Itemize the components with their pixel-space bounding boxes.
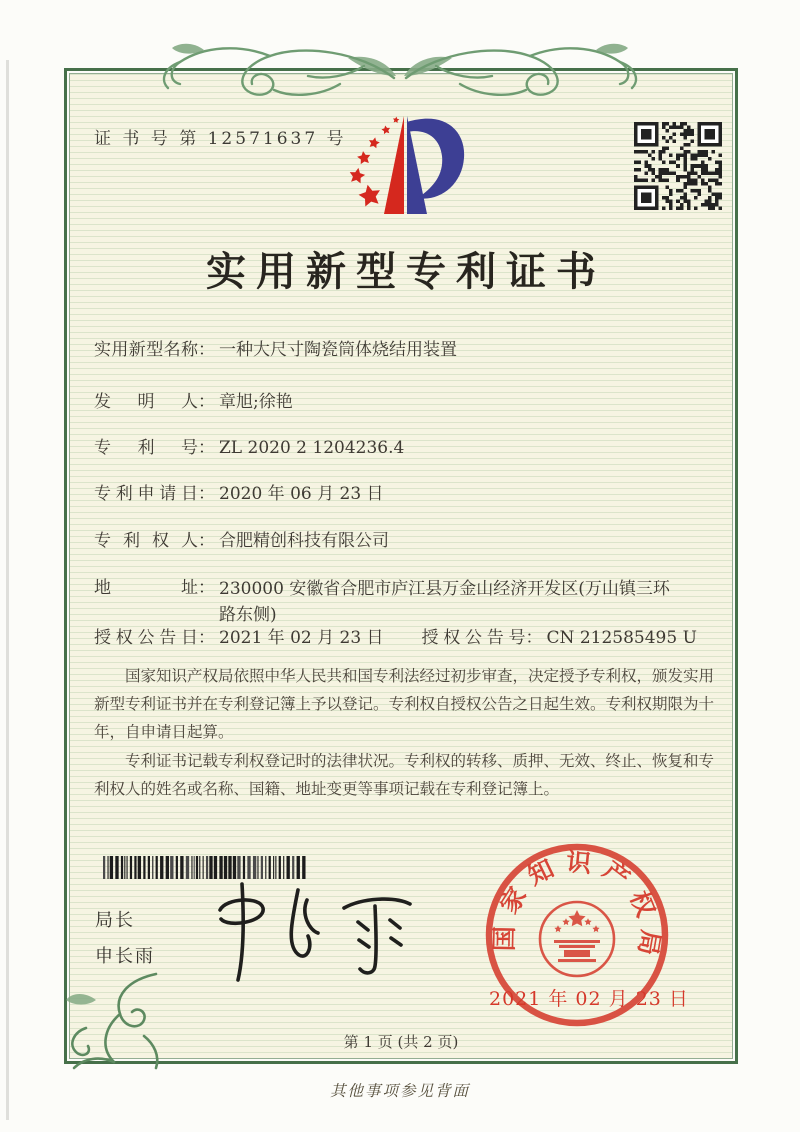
field-row-inventors — [94, 390, 293, 416]
field-colon: ： — [198, 392, 215, 412]
seal-text: 国家知识产权局 — [489, 846, 666, 968]
legal-paragraph: 专利证书记载专利权登记时的法律状况。专利权的转移、质押、无效、终止、恢复和专利权人的姓名或名称、国籍、地址变更等事项记载在专利登记簿上。 — [94, 751, 715, 798]
back-note: 其他事项参见背面 — [329, 1082, 470, 1100]
field-colon: ： — [198, 578, 215, 598]
handwritten-signature-icon — [212, 876, 422, 988]
field-value: CN 212585495 U — [546, 628, 697, 648]
field-colon: ： — [525, 628, 543, 648]
corner-flourish-icon — [56, 970, 172, 1074]
field-value: 合肥精创科技有限公司 — [219, 531, 389, 551]
commissioner-title: 局长 — [95, 910, 135, 931]
field-row-filing-date — [94, 482, 384, 508]
field-label: 授权公告号 — [421, 628, 526, 648]
field-label: 专利申请日 — [94, 484, 198, 504]
certificate-title: 实用新型专利证书 — [206, 248, 606, 295]
field-label: 专利权人 — [94, 531, 198, 551]
field-row-grant-date — [94, 626, 697, 652]
field-colon: ： — [198, 340, 215, 360]
field-colon: ： — [198, 628, 215, 648]
seal-date: 2021 年 02 月 23 日 — [489, 988, 689, 1010]
field-colon: ： — [198, 531, 215, 551]
field-label: 实用新型名称 — [94, 340, 198, 360]
field-value: 章旭;徐艳 — [219, 392, 293, 412]
field-value: 2020 年 06 月 23 日 — [219, 484, 384, 504]
qr-code-icon — [634, 122, 722, 210]
field-row-patent-number — [94, 436, 404, 462]
legal-paragraphs — [94, 662, 726, 803]
field-value: 一种大尺寸陶瓷筒体烧结用装置 — [219, 340, 457, 360]
field-row-patentee — [94, 529, 389, 555]
field-row-name — [94, 338, 457, 364]
commissioner-name: 申长雨 — [95, 946, 155, 967]
field-colon: ： — [198, 484, 215, 504]
field-label: 地址 — [94, 578, 198, 598]
svg-text:国家知识产权局 — [490, 847, 666, 967]
field-row-address — [94, 576, 671, 629]
field-label: 发明人 — [94, 392, 198, 412]
field-label: 专利号 — [94, 438, 198, 458]
field-value: 230000 安徽省合肥市庐江县万金山经济开发区(万山镇三环路东侧) — [219, 579, 670, 626]
field-value: 2021 年 02 月 23 日 — [219, 628, 384, 648]
floral-ornament-icon — [158, 32, 642, 112]
page-indicator: 第 1 页 (共 2 页) — [343, 1033, 459, 1051]
cnipa-logo-icon — [334, 106, 486, 228]
certificate-number: 证 书 号 第 12571637 号 — [94, 129, 347, 149]
field-colon: ： — [198, 438, 215, 458]
legal-paragraph: 国家知识产权局依照中华人民共和国专利法经过初步审查，决定授予专利权，颁发实用新型专利证书并在专利登记簿上予以登记。专利权自授权公告之日起生效。专利权期限为十年，自申请日起算。 — [94, 667, 715, 742]
field-label: 授权公告日 — [94, 628, 198, 648]
field-value: ZL 2020 2 1204236.4 — [219, 438, 405, 458]
